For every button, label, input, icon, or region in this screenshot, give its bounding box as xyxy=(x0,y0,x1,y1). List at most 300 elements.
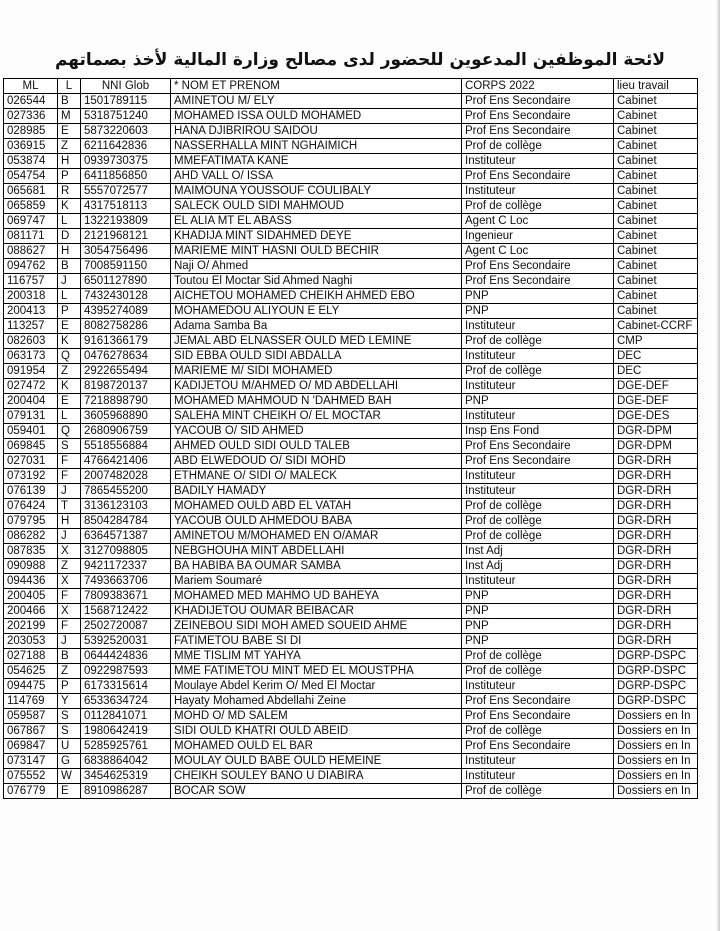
table-row xyxy=(4,154,698,169)
cell-corps-2022: Instituteur xyxy=(462,319,614,334)
cell-nni-glob: 3605968890 xyxy=(81,409,171,424)
cell-corps-2022: Instituteur xyxy=(462,349,614,364)
cell-ml: 073147 xyxy=(4,754,58,769)
table-row xyxy=(4,469,698,484)
cell-nni-glob: 6533634724 xyxy=(81,694,171,709)
scan-edge-shadow xyxy=(716,0,720,931)
cell-ml: 069747 xyxy=(4,214,58,229)
cell-corps-2022: Prof de collège xyxy=(462,784,614,799)
cell-ml: 082603 xyxy=(4,334,58,349)
cell-nom-et-prenom: Toutou El Moctar Sid Ahmed Naghi xyxy=(171,274,462,289)
cell-nom-et-prenom: SALECK OULD SIDI MAHMOUD xyxy=(171,199,462,214)
cell-lieu-travail: DGRP-DSPC xyxy=(614,649,698,664)
cell-nni-glob: 8198720137 xyxy=(81,379,171,394)
cell-l: Q xyxy=(58,424,81,439)
cell-nni-glob: 4317518113 xyxy=(81,199,171,214)
table-row xyxy=(4,394,698,409)
cell-nom-et-prenom: BOCAR SOW xyxy=(171,784,462,799)
cell-nom-et-prenom: YACOUB O/ SID AHMED xyxy=(171,424,462,439)
cell-corps-2022: Instituteur xyxy=(462,754,614,769)
cell-lieu-travail: Dossiers en In xyxy=(614,739,698,754)
cell-lieu-travail: DGE-DEF xyxy=(614,379,698,394)
cell-l: H xyxy=(58,244,81,259)
cell-l: Z xyxy=(58,664,81,679)
table-row xyxy=(4,184,698,199)
cell-ml: 094475 xyxy=(4,679,58,694)
cell-l: L xyxy=(58,409,81,424)
cell-nom-et-prenom: BA HABIBA BA OUMAR SAMBA xyxy=(171,559,462,574)
cell-lieu-travail: Cabinet xyxy=(614,124,698,139)
cell-nom-et-prenom: MARIEME M/ SIDI MOHAMED xyxy=(171,364,462,379)
table-row xyxy=(4,424,698,439)
cell-nni-glob: 2922655494 xyxy=(81,364,171,379)
cell-ml: 081171 xyxy=(4,229,58,244)
cell-l: L xyxy=(58,214,81,229)
cell-lieu-travail: Dossiers en In xyxy=(614,769,698,784)
cell-lieu-travail: Cabinet xyxy=(614,229,698,244)
cell-l: J xyxy=(58,274,81,289)
column-header-l: L xyxy=(58,79,81,94)
cell-nni-glob: 6364571387 xyxy=(81,529,171,544)
cell-nni-glob: 6211642836 xyxy=(81,139,171,154)
cell-l: H xyxy=(58,514,81,529)
cell-corps-2022: Insp Ens Fond xyxy=(462,424,614,439)
cell-nni-glob: 5285925761 xyxy=(81,739,171,754)
cell-l: K xyxy=(58,199,81,214)
cell-ml: 079795 xyxy=(4,514,58,529)
cell-nni-glob: 8082758286 xyxy=(81,319,171,334)
cell-l: P xyxy=(58,679,81,694)
cell-ml: 059401 xyxy=(4,424,58,439)
cell-nom-et-prenom: MOHAMED OULD EL BAR xyxy=(171,739,462,754)
table-row xyxy=(4,94,698,109)
cell-nom-et-prenom: ETHMANE O/ SIDI O/ MALECK xyxy=(171,469,462,484)
cell-l: R xyxy=(58,184,81,199)
table-row xyxy=(4,379,698,394)
cell-ml: 200413 xyxy=(4,304,58,319)
cell-ml: 075552 xyxy=(4,769,58,784)
cell-lieu-travail: DGRP-DSPC xyxy=(614,694,698,709)
cell-lieu-travail: Cabinet xyxy=(614,169,698,184)
cell-corps-2022: Prof de collège xyxy=(462,514,614,529)
cell-nom-et-prenom: MME TISLIM MT YAHYA xyxy=(171,649,462,664)
cell-nom-et-prenom: Adama Samba Ba xyxy=(171,319,462,334)
cell-ml: 087835 xyxy=(4,544,58,559)
cell-ml: 203053 xyxy=(4,634,58,649)
cell-corps-2022: Prof de collège xyxy=(462,139,614,154)
cell-nni-glob: 2121968121 xyxy=(81,229,171,244)
cell-corps-2022: Instituteur xyxy=(462,379,614,394)
cell-ml: 076779 xyxy=(4,784,58,799)
cell-l: W xyxy=(58,769,81,784)
table-row xyxy=(4,274,698,289)
cell-corps-2022: Prof Ens Secondaire xyxy=(462,709,614,724)
column-header-nom-et-prenom: * NOM ET PRENOM xyxy=(171,79,462,94)
table-row xyxy=(4,109,698,124)
table-row xyxy=(4,574,698,589)
cell-corps-2022: Inst Adj xyxy=(462,559,614,574)
table-row xyxy=(4,769,698,784)
cell-nni-glob: 2680906759 xyxy=(81,424,171,439)
cell-nni-glob: 7008591150 xyxy=(81,259,171,274)
cell-ml: 114769 xyxy=(4,694,58,709)
cell-nni-glob: 5518556884 xyxy=(81,439,171,454)
cell-nni-glob: 7493663706 xyxy=(81,574,171,589)
cell-lieu-travail: Cabinet xyxy=(614,109,698,124)
cell-nni-glob: 3454625319 xyxy=(81,769,171,784)
table-row xyxy=(4,544,698,559)
cell-nni-glob: 7865455200 xyxy=(81,484,171,499)
table-row xyxy=(4,754,698,769)
cell-lieu-travail: DGR-DRH xyxy=(614,469,698,484)
cell-l: J xyxy=(58,484,81,499)
cell-lieu-travail: Cabinet xyxy=(614,214,698,229)
cell-corps-2022: Instituteur xyxy=(462,769,614,784)
table-row xyxy=(4,664,698,679)
cell-nom-et-prenom: AICHETOU MOHAMED CHEIKH AHMED EBO xyxy=(171,289,462,304)
table-row xyxy=(4,499,698,514)
cell-ml: 076139 xyxy=(4,484,58,499)
cell-l: M xyxy=(58,109,81,124)
cell-ml: 054754 xyxy=(4,169,58,184)
cell-nom-et-prenom: JEMAL ABD ELNASSER OULD MED LEMINE xyxy=(171,334,462,349)
cell-nni-glob: 8504284784 xyxy=(81,514,171,529)
cell-ml: 054625 xyxy=(4,664,58,679)
cell-nom-et-prenom: Naji O/ Ahmed xyxy=(171,259,462,274)
cell-corps-2022: Ingenieur xyxy=(462,229,614,244)
cell-nom-et-prenom: MOHAMED MAHMOUD N 'DAHMED BAH xyxy=(171,394,462,409)
cell-nom-et-prenom: AMINETOU M/ ELY xyxy=(171,94,462,109)
cell-ml: 027472 xyxy=(4,379,58,394)
cell-l: X xyxy=(58,574,81,589)
cell-ml: 073192 xyxy=(4,469,58,484)
cell-nom-et-prenom: MARIEME MINT HASNI OULD BECHIR xyxy=(171,244,462,259)
cell-ml: 200405 xyxy=(4,589,58,604)
cell-ml: 069845 xyxy=(4,439,58,454)
cell-lieu-travail: Cabinet xyxy=(614,199,698,214)
cell-nni-glob: 6838864042 xyxy=(81,754,171,769)
cell-ml: 088627 xyxy=(4,244,58,259)
cell-ml: 094436 xyxy=(4,574,58,589)
cell-corps-2022: Prof Ens Secondaire xyxy=(462,439,614,454)
cell-nom-et-prenom: Hayaty Mohamed Abdellahi Zeine xyxy=(171,694,462,709)
cell-l: F xyxy=(58,469,81,484)
table-row xyxy=(4,709,698,724)
cell-ml: 026544 xyxy=(4,94,58,109)
cell-nni-glob: 9421172337 xyxy=(81,559,171,574)
cell-corps-2022: PNP xyxy=(462,634,614,649)
cell-corps-2022: Prof Ens Secondaire xyxy=(462,259,614,274)
column-header-ml: ML xyxy=(4,79,58,94)
table-row xyxy=(4,244,698,259)
employee-table xyxy=(3,78,698,799)
table-row xyxy=(4,724,698,739)
table-row xyxy=(4,169,698,184)
cell-lieu-travail: DGR-DRH xyxy=(614,484,698,499)
cell-nni-glob: 0644424836 xyxy=(81,649,171,664)
table-row xyxy=(4,559,698,574)
cell-corps-2022: Prof de collège xyxy=(462,199,614,214)
cell-ml: 027188 xyxy=(4,649,58,664)
cell-ml: 090988 xyxy=(4,559,58,574)
cell-nni-glob: 9161366179 xyxy=(81,334,171,349)
cell-nom-et-prenom: MOULAY OULD BABE OULD HEMEINE xyxy=(171,754,462,769)
cell-l: J xyxy=(58,634,81,649)
cell-l: K xyxy=(58,334,81,349)
cell-lieu-travail: Cabinet xyxy=(614,244,698,259)
cell-nom-et-prenom: SIDI OULD KHATRI OULD ABEID xyxy=(171,724,462,739)
cell-corps-2022: Prof Ens Secondaire xyxy=(462,274,614,289)
cell-nni-glob: 0939730375 xyxy=(81,154,171,169)
cell-lieu-travail: DGR-DRH xyxy=(614,499,698,514)
cell-lieu-travail: Cabinet-CCRF xyxy=(614,319,698,334)
cell-nni-glob: 6501127890 xyxy=(81,274,171,289)
cell-nni-glob: 3136123103 xyxy=(81,499,171,514)
cell-nom-et-prenom: MOHAMED OULD ABD EL VATAH xyxy=(171,499,462,514)
cell-nom-et-prenom: YACOUB OULD AHMEDOU BABA xyxy=(171,514,462,529)
table-row xyxy=(4,229,698,244)
table-body xyxy=(4,94,698,799)
table-row xyxy=(4,784,698,799)
cell-lieu-travail: DGRP-DSPC xyxy=(614,664,698,679)
cell-nom-et-prenom: MME FATIMETOU MINT MED EL MOUSTPHA xyxy=(171,664,462,679)
column-header-corps-2022: CORPS 2022 xyxy=(462,79,614,94)
cell-corps-2022: Prof Ens Secondaire xyxy=(462,454,614,469)
table-row xyxy=(4,634,698,649)
cell-nni-glob: 8910986287 xyxy=(81,784,171,799)
cell-corps-2022: Prof Ens Secondaire xyxy=(462,739,614,754)
cell-lieu-travail: Cabinet xyxy=(614,274,698,289)
cell-nni-glob: 2502720087 xyxy=(81,619,171,634)
cell-l: X xyxy=(58,604,81,619)
cell-nni-glob: 5318751240 xyxy=(81,109,171,124)
table-row xyxy=(4,289,698,304)
cell-l: P xyxy=(58,169,81,184)
cell-nom-et-prenom: Mariem Soumaré xyxy=(171,574,462,589)
cell-lieu-travail: DGR-DRH xyxy=(614,604,698,619)
cell-l: E xyxy=(58,124,81,139)
cell-l: E xyxy=(58,319,81,334)
cell-ml: 027336 xyxy=(4,109,58,124)
cell-lieu-travail: DGR-DRH xyxy=(614,544,698,559)
cell-corps-2022: PNP xyxy=(462,619,614,634)
cell-corps-2022: Prof de collège xyxy=(462,499,614,514)
cell-l: B xyxy=(58,94,81,109)
cell-ml: 063173 xyxy=(4,349,58,364)
cell-nom-et-prenom: MMEFATIMATA KANE xyxy=(171,154,462,169)
table-row xyxy=(4,214,698,229)
cell-lieu-travail: Cabinet xyxy=(614,154,698,169)
cell-lieu-travail: Dossiers en In xyxy=(614,709,698,724)
cell-lieu-travail: DGR-DRH xyxy=(614,454,698,469)
cell-lieu-travail: Cabinet xyxy=(614,184,698,199)
cell-lieu-travail: DGR-DRH xyxy=(614,634,698,649)
table-row xyxy=(4,679,698,694)
cell-lieu-travail: DGR-DRH xyxy=(614,574,698,589)
cell-l: Y xyxy=(58,694,81,709)
cell-nom-et-prenom: NASSERHALLA MINT NGHAIMICH xyxy=(171,139,462,154)
table-row xyxy=(4,529,698,544)
cell-l: S xyxy=(58,439,81,454)
cell-corps-2022: Agent C Loc xyxy=(462,214,614,229)
cell-l: S xyxy=(58,724,81,739)
cell-l: T xyxy=(58,499,81,514)
cell-nni-glob: 0476278634 xyxy=(81,349,171,364)
cell-lieu-travail: DGE-DES xyxy=(614,409,698,424)
cell-corps-2022: Inst Adj xyxy=(462,544,614,559)
cell-ml: 200318 xyxy=(4,289,58,304)
cell-lieu-travail: DGR-DPM xyxy=(614,439,698,454)
cell-ml: 076424 xyxy=(4,499,58,514)
cell-l: G xyxy=(58,754,81,769)
cell-nom-et-prenom: ZEINEBOU SIDI MOH AMED SOUEID AHME xyxy=(171,619,462,634)
cell-nni-glob: 5392520031 xyxy=(81,634,171,649)
cell-ml: 086282 xyxy=(4,529,58,544)
cell-nni-glob: 5873220603 xyxy=(81,124,171,139)
cell-corps-2022: PNP xyxy=(462,289,614,304)
cell-l: F xyxy=(58,589,81,604)
cell-nni-glob: 7218898790 xyxy=(81,394,171,409)
cell-nom-et-prenom: NEBGHOUHA MINT ABDELLAHI xyxy=(171,544,462,559)
cell-lieu-travail: Dossiers en In xyxy=(614,784,698,799)
cell-ml: 069847 xyxy=(4,739,58,754)
cell-corps-2022: Instituteur xyxy=(462,484,614,499)
cell-l: H xyxy=(58,154,81,169)
column-header-lieu-travail: lieu travail xyxy=(614,79,698,94)
cell-corps-2022: Prof de collège xyxy=(462,664,614,679)
table-row xyxy=(4,454,698,469)
column-header-nni-glob: NNI Glob xyxy=(81,79,171,94)
cell-l: U xyxy=(58,739,81,754)
cell-nni-glob: 2007482028 xyxy=(81,469,171,484)
cell-nni-glob: 0112841071 xyxy=(81,709,171,724)
cell-nni-glob: 3127098805 xyxy=(81,544,171,559)
cell-lieu-travail: DGR-DRH xyxy=(614,559,698,574)
cell-lieu-travail: DEC xyxy=(614,349,698,364)
cell-nni-glob: 1501789115 xyxy=(81,94,171,109)
table-row xyxy=(4,739,698,754)
cell-lieu-travail: Cabinet xyxy=(614,259,698,274)
cell-l: Z xyxy=(58,559,81,574)
table-row xyxy=(4,649,698,664)
cell-ml: 202199 xyxy=(4,619,58,634)
cell-nom-et-prenom: AHD VALL O/ ISSA xyxy=(171,169,462,184)
cell-corps-2022: Prof Ens Secondaire xyxy=(462,124,614,139)
cell-l: B xyxy=(58,649,81,664)
cell-corps-2022: Instituteur xyxy=(462,409,614,424)
cell-ml: 116757 xyxy=(4,274,58,289)
cell-corps-2022: Instituteur xyxy=(462,574,614,589)
cell-l: B xyxy=(58,259,81,274)
table-row xyxy=(4,124,698,139)
cell-nni-glob: 4766421406 xyxy=(81,454,171,469)
cell-lieu-travail: Cabinet xyxy=(614,94,698,109)
cell-nni-glob: 6173315614 xyxy=(81,679,171,694)
cell-ml: 059587 xyxy=(4,709,58,724)
cell-corps-2022: Prof Ens Secondaire xyxy=(462,109,614,124)
cell-nni-glob: 5557072577 xyxy=(81,184,171,199)
table-row xyxy=(4,139,698,154)
cell-ml: 067867 xyxy=(4,724,58,739)
cell-lieu-travail: Cabinet xyxy=(614,289,698,304)
cell-corps-2022: Prof de collège xyxy=(462,364,614,379)
cell-ml: 028985 xyxy=(4,124,58,139)
cell-l: X xyxy=(58,544,81,559)
cell-ml: 200404 xyxy=(4,394,58,409)
cell-ml: 036915 xyxy=(4,139,58,154)
cell-corps-2022: Instituteur xyxy=(462,469,614,484)
cell-nom-et-prenom: AMINETOU M/MOHAMED EN O/AMAR xyxy=(171,529,462,544)
cell-corps-2022: Prof de collège xyxy=(462,334,614,349)
cell-corps-2022: Prof Ens Secondaire xyxy=(462,694,614,709)
cell-lieu-travail: DEC xyxy=(614,364,698,379)
table-row xyxy=(4,199,698,214)
cell-l: E xyxy=(58,784,81,799)
table-row xyxy=(4,304,698,319)
cell-ml: 091954 xyxy=(4,364,58,379)
table-row xyxy=(4,409,698,424)
cell-nom-et-prenom: ABD ELWEDOUD O/ SIDI MOHD xyxy=(171,454,462,469)
table-row xyxy=(4,349,698,364)
cell-nom-et-prenom: SID EBBA OULD SIDI ABDALLA xyxy=(171,349,462,364)
cell-nom-et-prenom: CHEIKH SOULEY BANO U DIABIRA xyxy=(171,769,462,784)
cell-corps-2022: PNP xyxy=(462,304,614,319)
cell-nni-glob: 7432430128 xyxy=(81,289,171,304)
cell-l: S xyxy=(58,709,81,724)
cell-ml: 079131 xyxy=(4,409,58,424)
cell-lieu-travail: CMP xyxy=(614,334,698,349)
cell-lieu-travail: Cabinet xyxy=(614,139,698,154)
table-row xyxy=(4,334,698,349)
cell-lieu-travail: DGR-DRH xyxy=(614,619,698,634)
table-row xyxy=(4,259,698,274)
cell-lieu-travail: Dossiers en In xyxy=(614,724,698,739)
cell-corps-2022: Instituteur xyxy=(462,679,614,694)
cell-ml: 094762 xyxy=(4,259,58,274)
cell-lieu-travail: DGR-DRH xyxy=(614,589,698,604)
cell-nom-et-prenom: HANA DJIBRIROU SAIDOU xyxy=(171,124,462,139)
cell-corps-2022: Prof Ens Secondaire xyxy=(462,169,614,184)
cell-l: K xyxy=(58,379,81,394)
cell-l: E xyxy=(58,394,81,409)
cell-nni-glob: 0922987593 xyxy=(81,664,171,679)
cell-corps-2022: Instituteur xyxy=(462,154,614,169)
cell-ml: 065859 xyxy=(4,199,58,214)
cell-l: L xyxy=(58,289,81,304)
cell-corps-2022: Prof de collège xyxy=(462,529,614,544)
cell-l: F xyxy=(58,619,81,634)
cell-nom-et-prenom: MOHAMED ISSA OULD MOHAMED xyxy=(171,109,462,124)
cell-lieu-travail: DGR-DRH xyxy=(614,514,698,529)
cell-nom-et-prenom: MOHAMEDOU ALIYOUN E ELY xyxy=(171,304,462,319)
table-row xyxy=(4,604,698,619)
page-title: لائحة الموظفين المدعوين للحضور لدى مصالح وزارة المالية لأخذ بصماتهم xyxy=(54,50,666,70)
cell-l: P xyxy=(58,304,81,319)
cell-l: Z xyxy=(58,139,81,154)
cell-l: D xyxy=(58,229,81,244)
table-row xyxy=(4,694,698,709)
cell-corps-2022: Prof Ens Secondaire xyxy=(462,94,614,109)
cell-nom-et-prenom: Moulaye Abdel Kerim O/ Med El Moctar xyxy=(171,679,462,694)
cell-corps-2022: Instituteur xyxy=(462,184,614,199)
cell-l: F xyxy=(58,454,81,469)
cell-nom-et-prenom: KADIJETOU M/AHMED O/ MD ABDELLAHI xyxy=(171,379,462,394)
table-row xyxy=(4,439,698,454)
cell-lieu-travail: DGRP-DSPC xyxy=(614,679,698,694)
cell-nom-et-prenom: KHADIJA MINT SIDAHMED DEYE xyxy=(171,229,462,244)
table-row xyxy=(4,589,698,604)
cell-corps-2022: Prof de collège xyxy=(462,649,614,664)
